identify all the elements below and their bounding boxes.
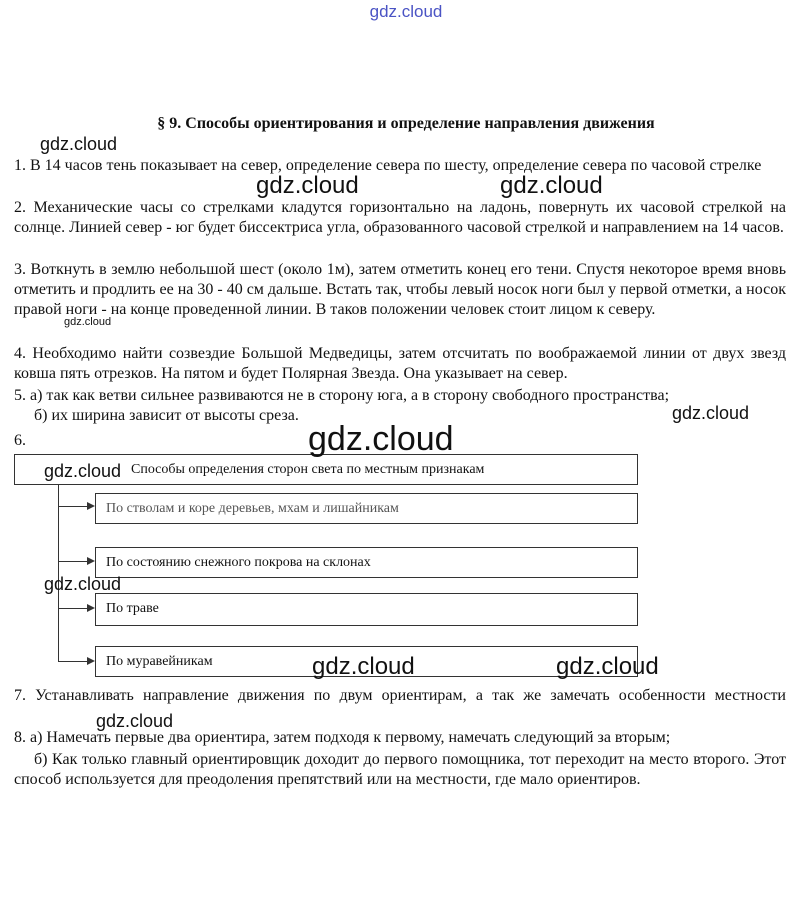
diagram-item-2-label: По состоянию снежного покрова на склонах (106, 555, 371, 570)
diagram-connector-2 (58, 561, 88, 562)
diagram-connector-vertical (58, 485, 59, 661)
answer-7: 7. Устанавливать направление движения по двум ориентирам, а так же замечать особенности местности (14, 687, 786, 704)
diagram-item-3-label: По траве (106, 601, 159, 616)
answer-8b: б) Как только главный ориентировщик доходит до первого помощника, тот переходит на место второго. Этот способ используется для преодоления препятствий или на местности, где мало ориентиров. (14, 751, 786, 788)
diagram-connector-1 (58, 506, 88, 507)
diagram-connector-4 (58, 661, 88, 662)
diagram-connector-3 (58, 608, 88, 609)
watermark-text: gdz.cloud (556, 653, 659, 680)
diagram-item-1-label: По стволам и коре деревьев, мхам и лишайникам (106, 501, 399, 516)
answer-3: 3. Воткнуть в землю небольшой шест (около 1м), затем отметить конец его тени. Спустя некоторое время вновь отметить и продлить ее на 30 - 40 см дальше. Встать так, чтобы левый носок ноги был у первой отметки, а носок правой ноги - на конце проведенной линии. В таков положении человек стоит лицом к северу. (14, 261, 787, 318)
diagram-item-4-label: По муравейникам (106, 654, 213, 669)
watermark-text: gdz.cloud (40, 134, 118, 154)
answer-2: 2. Механические часы со стрелками кладутся горизонтально на ладонь, повернуть их часовой стрелкой на солнце. Линией север - юг будет биссектриса угла, образованного часовой стрелкой и направлением на 14 часов. (14, 199, 786, 236)
answer-1: 1. В 14 часов тень показывает на север, определение севера по шесту, определение севера по часовой стрелке (14, 157, 762, 174)
answer-6-label: 6. (14, 432, 26, 449)
watermark-text: gdz.cloud (44, 574, 122, 594)
top-watermark: gdz.cloud (369, 2, 443, 21)
watermark-text: gdz.cloud (312, 653, 415, 680)
arrowhead-icon (87, 657, 95, 665)
watermark-text: gdz.cloud (64, 316, 112, 328)
diagram-item-1 (95, 493, 638, 524)
arrowhead-icon (87, 502, 95, 510)
watermark-text: gdz.cloud (500, 172, 603, 199)
watermark-text: gdz.cloud (256, 172, 359, 199)
watermark-text: gdz.cloud (308, 420, 454, 458)
section-title: § 9. Способы ориентирования и определение направления движения (157, 115, 655, 132)
answer-5b: б) их ширина зависит от высоты среза. (34, 407, 299, 424)
watermark-text: gdz.cloud (672, 403, 750, 423)
diagram-item-2 (95, 547, 638, 578)
answer-5a: 5. а) так как ветви сильнее развиваются не в сторону юга, а в сторону свободного пространства; (14, 387, 670, 404)
watermark-text: gdz.cloud (96, 711, 174, 731)
watermark-text: gdz.cloud (44, 461, 122, 481)
answer-8a: 8. а) Намечать первые два ориентира, затем подходя к первому, намечать следующий за вторым; (14, 729, 671, 746)
arrowhead-icon (87, 557, 95, 565)
diagram-item-3 (95, 593, 638, 626)
answer-4: 4. Необходимо найти созвездие Большой Медведицы, затем отсчитать по воображаемой линии от двух звезд ковша пять отрезков. На пятом и будет Полярная Звезда. Она указывает на север. (14, 345, 786, 382)
arrowhead-icon (87, 604, 95, 612)
diagram-root-label: Способы определения сторон света по местным признакам (131, 462, 485, 477)
